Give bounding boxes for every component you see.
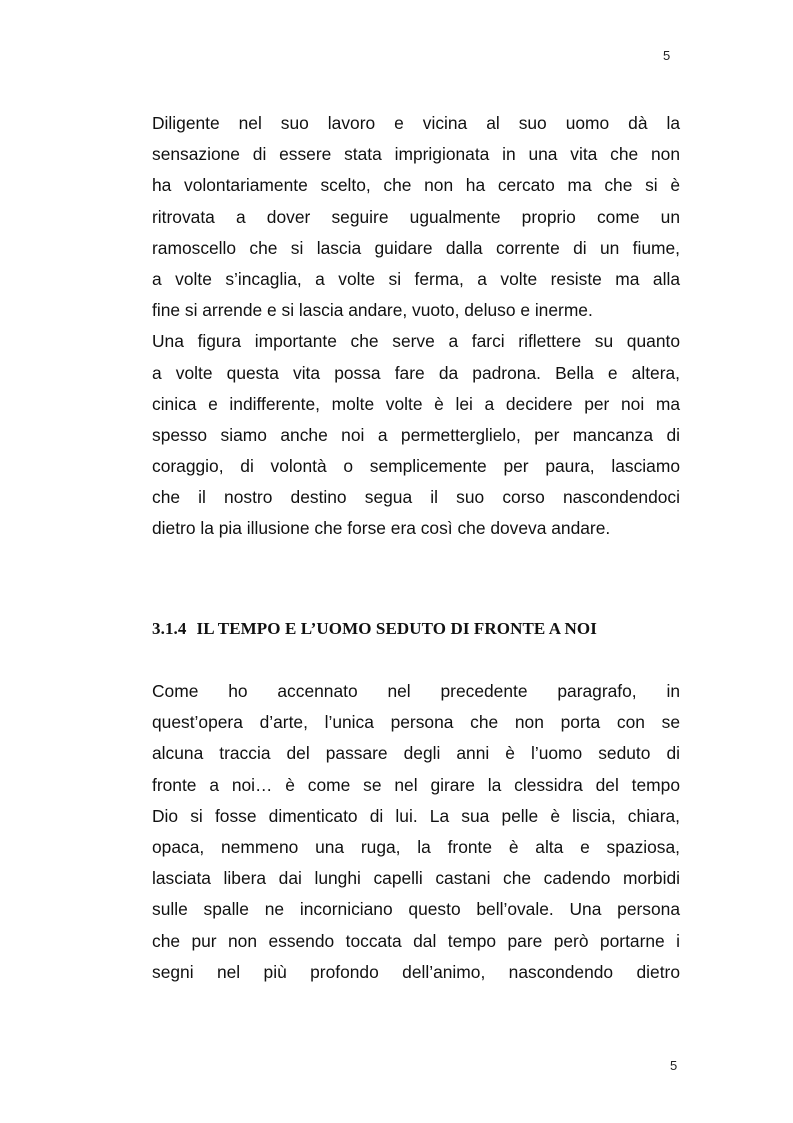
text-block-upper	[152, 108, 680, 545]
paragraph-3-line: alcuna traccia del passare degli anni è l’uomo seduto di	[152, 743, 680, 764]
paragraph-2-line: che il nostro destino segua il suo corso nascondendoci	[152, 487, 680, 508]
paragraph-2-line: Una figura importante che serve a farci riflettere su quanto	[152, 331, 680, 352]
page-number-top: 5	[663, 48, 671, 63]
paragraph-1-line: Diligente nel suo lavoro e vicina al suo uomo dà la	[152, 113, 680, 133]
paragraph-1-line: ritrovata a dover seguire ugualmente proprio come un	[152, 206, 680, 227]
paragraph-2-line: coraggio, di volontà o semplicemente per paura, lasciamo	[152, 456, 680, 477]
page-number-bottom: 5	[670, 1058, 678, 1073]
paragraph-3-line: sulle spalle ne incorniciano questo bell’ovale. Una persona	[152, 899, 680, 920]
paragraph-3-line: segni nel più profondo dell’animo, nascondendo dietro	[152, 961, 680, 982]
paragraph-3-line: Dio si fosse dimenticato di lui. La sua pelle è liscia, chiara,	[152, 805, 680, 826]
paragraph-3-line: che pur non essendo toccata dal tempo pare però portarne i	[152, 930, 680, 951]
paragraph-3-line: Come ho accennato nel precedente paragrafo, in	[152, 681, 680, 701]
paragraph-2-line: a volte questa vita possa fare da padrona. Bella e altera,	[152, 362, 680, 383]
text-block-lower	[152, 676, 680, 988]
section-title: IL TEMPO E L’UOMO SEDUTO DI FRONTE A NOI	[196, 619, 597, 638]
paragraph-2-line: cinica e indifferente, molte volte è lei a decidere per noi ma	[152, 393, 680, 414]
paragraph-1-line: fine si arrende e si lascia andare, vuoto, deluso e inerme.	[152, 300, 593, 321]
paragraph-1-line: a volte s’incaglia, a volte si ferma, a volte resiste ma alla	[152, 268, 680, 289]
paragraph-1-line: ha volontariamente scelto, che non ha cercato ma che si è	[152, 175, 680, 196]
section-heading	[152, 619, 597, 639]
section-number: 3.1.4	[152, 619, 187, 638]
paragraph-2-line: dietro la pia illusione che forse era così che doveva andare.	[152, 518, 611, 539]
paragraph-2-line: spesso siamo anche noi a permetterglielo, per mancanza di	[152, 424, 680, 445]
paragraph-1-line: sensazione di essere stata imprigionata in una vita che non	[152, 144, 680, 165]
paragraph-1-line: ramoscello che si lascia guidare dalla corrente di un fiume,	[152, 237, 680, 258]
paragraph-3-line: lasciata libera dai lunghi capelli castani che cadendo morbidi	[152, 868, 680, 889]
paragraph-3-line: fronte a noi… è come se nel girare la clessidra del tempo	[152, 774, 680, 795]
paragraph-3-line: opaca, nemmeno una ruga, la fronte è alta e spaziosa,	[152, 836, 680, 857]
paragraph-3-line: quest’opera d’arte, l’unica persona che non porta con se	[152, 712, 680, 733]
